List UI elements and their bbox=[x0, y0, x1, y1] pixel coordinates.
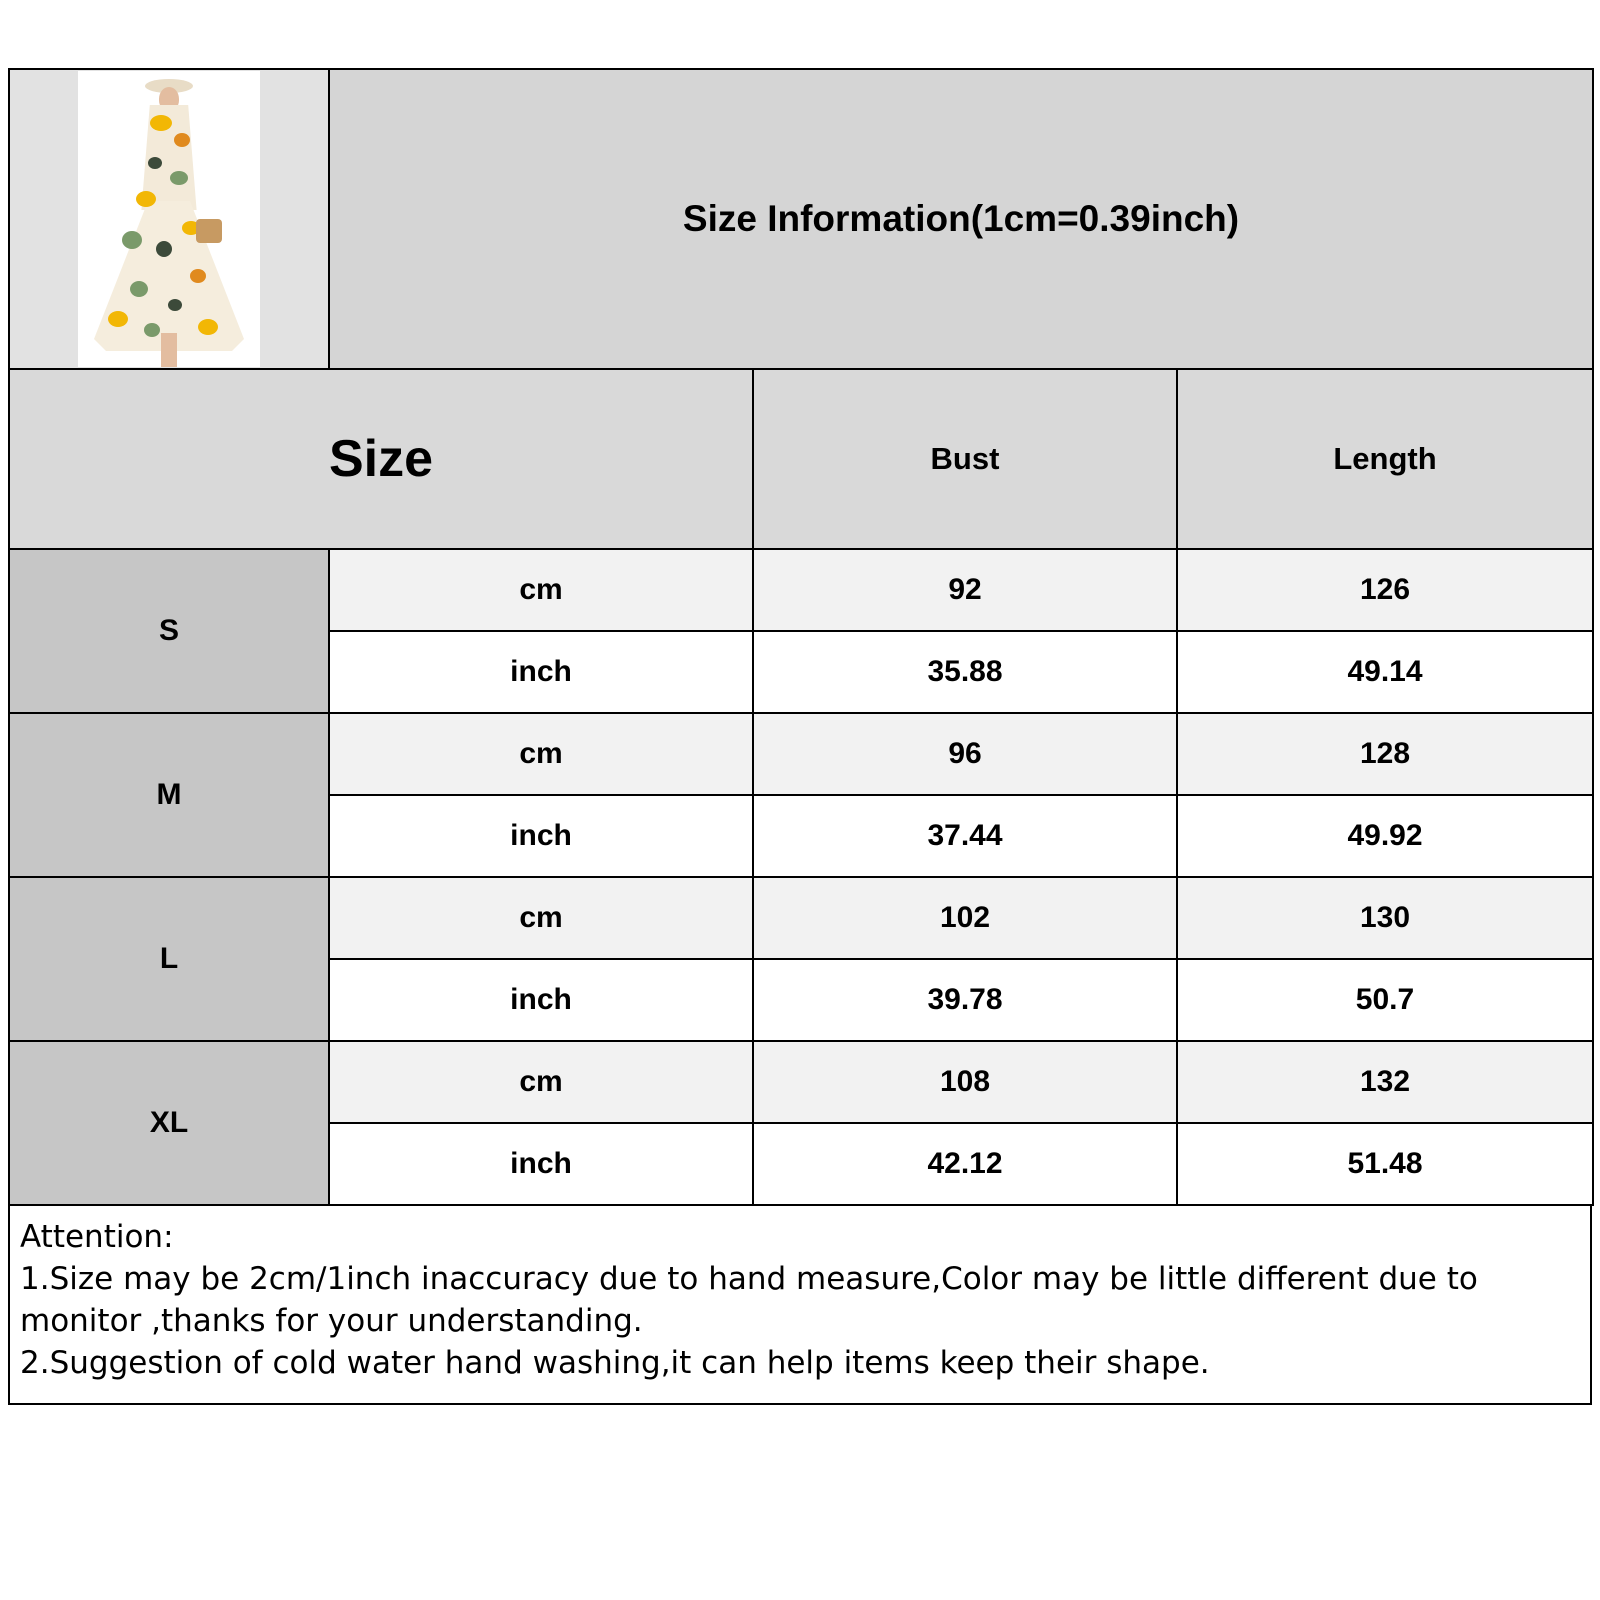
attention-line-2: 2.Suggestion of cold water hand washing,it can help items keep their shape. bbox=[20, 1345, 1210, 1382]
bust-value: 96 bbox=[753, 713, 1177, 795]
unit-cm: cm bbox=[329, 549, 753, 631]
column-header-size: Size bbox=[9, 369, 753, 549]
table-row bbox=[9, 713, 1593, 795]
column-header-bust: Bust bbox=[753, 369, 1177, 549]
unit-inch: inch bbox=[329, 631, 753, 713]
table-header-banner-row bbox=[9, 69, 1593, 369]
size-label-l: L bbox=[9, 877, 329, 1041]
attention-note bbox=[8, 1206, 1592, 1405]
bust-value: 102 bbox=[753, 877, 1177, 959]
length-value: 49.92 bbox=[1177, 795, 1593, 877]
bust-value: 37.44 bbox=[753, 795, 1177, 877]
bust-value: 92 bbox=[753, 549, 1177, 631]
length-value: 51.48 bbox=[1177, 1123, 1593, 1205]
table-row bbox=[9, 1041, 1593, 1123]
length-value: 49.14 bbox=[1177, 631, 1593, 713]
product-image-cell bbox=[9, 69, 329, 369]
bust-value: 35.88 bbox=[753, 631, 1177, 713]
floral-dress-image bbox=[78, 71, 260, 367]
bust-value: 108 bbox=[753, 1041, 1177, 1123]
table-row bbox=[9, 877, 1593, 959]
unit-cm: cm bbox=[329, 1041, 753, 1123]
product-image-wrapper bbox=[10, 70, 328, 368]
size-label-s: S bbox=[9, 549, 329, 713]
size-information-title: Size Information(1cm=0.39inch) bbox=[329, 69, 1593, 369]
bust-value: 42.12 bbox=[753, 1123, 1177, 1205]
unit-cm: cm bbox=[329, 713, 753, 795]
length-value: 126 bbox=[1177, 549, 1593, 631]
table-row bbox=[9, 549, 1593, 631]
attention-line-1-cont: monitor ,thanks for your understanding. bbox=[20, 1303, 643, 1340]
length-value: 50.7 bbox=[1177, 959, 1593, 1041]
size-label-m: M bbox=[9, 713, 329, 877]
size-information-table bbox=[8, 68, 1594, 1206]
unit-cm: cm bbox=[329, 877, 753, 959]
size-chart-sheet bbox=[8, 68, 1592, 1405]
size-label-xl: XL bbox=[9, 1041, 329, 1205]
length-value: 132 bbox=[1177, 1041, 1593, 1123]
attention-line-1: 1.Size may be 2cm/1inch inaccuracy due to hand measure,Color may be little different due to bbox=[20, 1261, 1478, 1298]
column-header-length: Length bbox=[1177, 369, 1593, 549]
unit-inch: inch bbox=[329, 1123, 753, 1205]
attention-heading: Attention: bbox=[20, 1219, 174, 1255]
bust-value: 39.78 bbox=[753, 959, 1177, 1041]
length-value: 130 bbox=[1177, 877, 1593, 959]
column-header-row bbox=[9, 369, 1593, 549]
unit-inch: inch bbox=[329, 959, 753, 1041]
length-value: 128 bbox=[1177, 713, 1593, 795]
unit-inch: inch bbox=[329, 795, 753, 877]
